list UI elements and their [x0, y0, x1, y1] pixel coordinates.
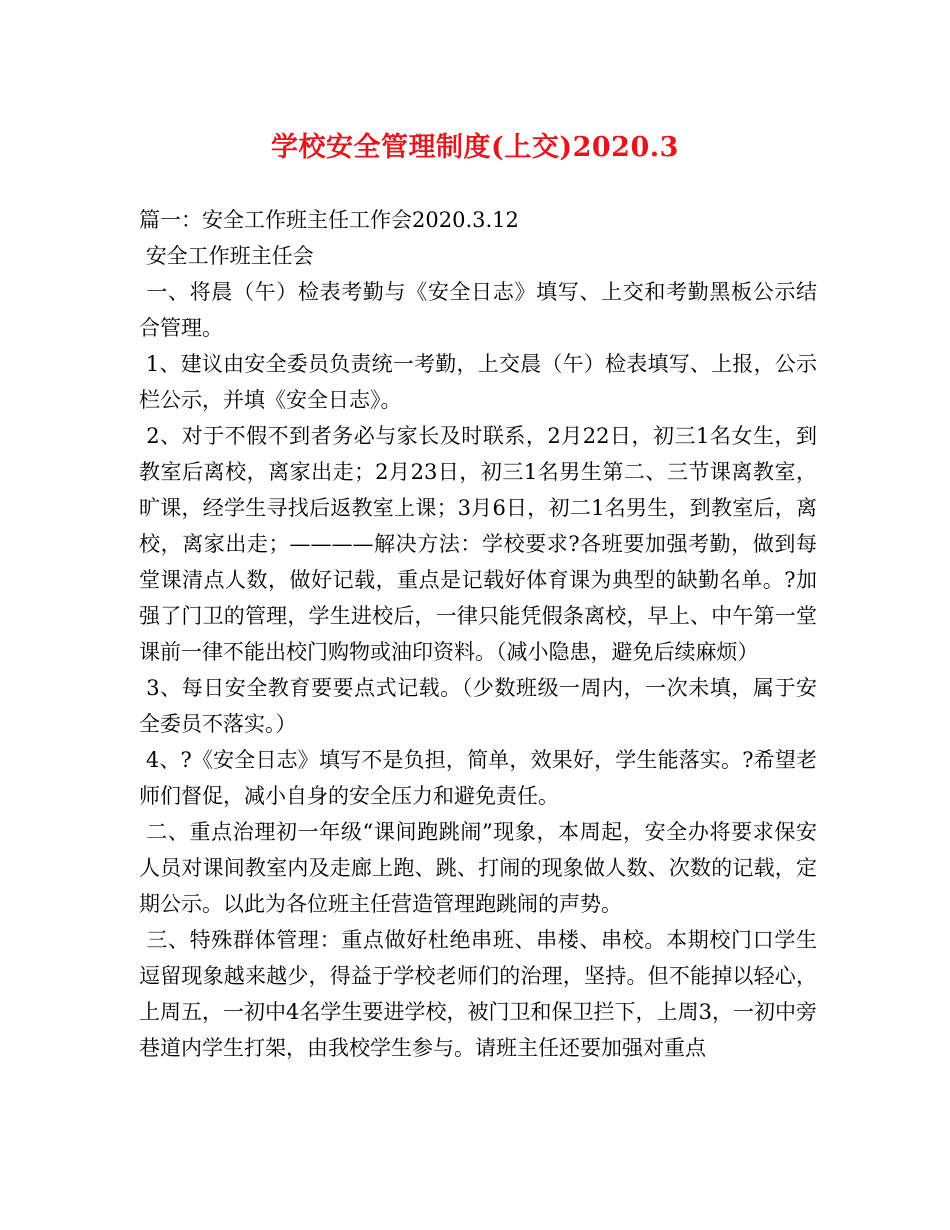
- paragraph-item-2: 2、对于不假不到者务必与家长及时联系，2月22日，初三1名女生，到教室后离校，离家出走；2月23日，初三1名男生第二、三节课离教室，旷课，经学生寻找后返教室上课；3月6日，初二1名男生，到教室后，离校，离家出走；————解决方法：学校要求?各班要加强考勤，做到每堂课清点人数，做好记载，重点是记载好体育课为典型的缺勤名单。?加强了门卫的管理，学生进校后，一律只能凭假条离校，早上、中午第一堂课前一律不能出校门购物或油印资料。（减小隐患，避免后续麻烦）: [139, 424, 817, 664]
- paragraph-section-3: 三、特殊群体管理：重点做好杜绝串班、串楼、串校。本期校门口学生逗留现象越来越少，得益于学校老师们的治理，坚持。但不能掉以轻心，上周五，一初中4名学生要进学校，被门卫和保卫拦下，上周3，一初中旁巷道内学生打架，由我校学生参与。请班主任还要加强对重点: [139, 928, 817, 1060]
- paragraph-section-1: 一、将晨（午）检表考勤与《安全日志》填写、上交和考勤黑板公示结合管理。: [139, 280, 817, 340]
- paragraph-heading: 篇一：安全工作班主任工作会2020.3.12: [139, 208, 519, 232]
- document-title: 学校安全管理制度(上交)2020.3: [271, 132, 679, 163]
- paragraph-section-2: 二、重点治理初一年级“课间跑跳闹”现象，本周起，安全办将要求保安人员对课间教室内及走廊上跑、跳、打闹的现象做人数、次数的记载，定期公示。以此为各位班主任营造管理跑跳闹的声势。: [139, 820, 817, 916]
- document-body: [139, 202, 817, 1066]
- paragraph-subheading: 安全工作班主任会: [139, 244, 314, 268]
- paragraph-item-3: 3、每日安全教育要要点式记载。（少数班级一周内，一次未填，属于安全委员不落实。）: [139, 676, 818, 736]
- paragraph-item-4: 4、?《安全日志》填写不是负担，简单，效果好，学生能落实。?希望老师们督促，减小自身的安全压力和避免责任。: [139, 748, 817, 808]
- paragraph-item-1: 1、建议由安全委员负责统一考勤，上交晨（午）检表填写、上报，公示栏公示，并填《安全日志》。: [139, 352, 818, 412]
